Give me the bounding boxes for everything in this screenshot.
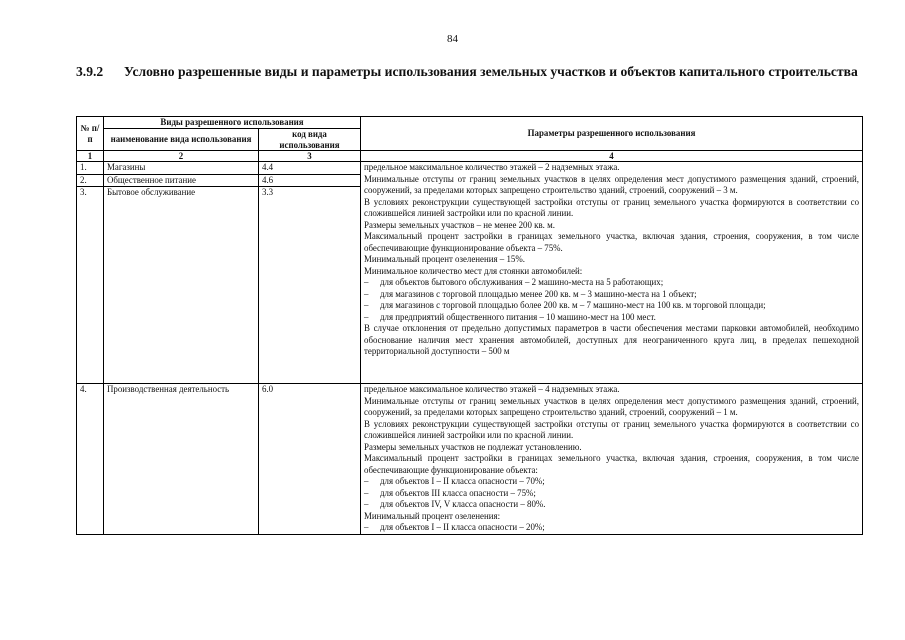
column-number: 2 — [104, 151, 259, 162]
param-list-item — [364, 289, 859, 301]
row-num: 3. — [77, 187, 104, 199]
column-number: 4 — [361, 151, 863, 162]
row-code: 3.3 — [259, 187, 361, 199]
param-list-item — [364, 300, 859, 312]
header-num: № п/п — [77, 117, 104, 151]
param-list-text: для объектов I – II класса опасности – 70%; — [380, 476, 545, 486]
header-name: наименование вида использования — [104, 129, 259, 151]
param-list-text: для объектов III класса опасности – 75%; — [380, 487, 536, 498]
row-name: Общественное питание — [104, 174, 259, 187]
header-params: Параметры разрешенного использования — [361, 117, 863, 151]
dash-bullet: – — [364, 300, 369, 310]
dash-bullet: – — [364, 311, 369, 322]
dash-bullet: – — [364, 499, 369, 509]
row-code: 4.6 — [259, 174, 361, 187]
dash-bullet: – — [364, 476, 369, 486]
section-heading — [76, 64, 866, 80]
row-name: Производственная деятельность — [104, 384, 259, 535]
empty-cell — [104, 199, 259, 384]
param-list-text: для предприятий общественного питания – 10 машино-мест на 100 мест. — [380, 311, 656, 322]
row-code: 6.0 — [259, 384, 361, 535]
dash-bullet: – — [364, 277, 369, 287]
param-paragraph: Минимальный процент озеленения: — [364, 510, 501, 521]
row-name: Бытовое обслуживание — [104, 187, 259, 199]
row-code: 4.4 — [259, 162, 361, 175]
param-list-text: для объектов I – II класса опасности – 20%; — [380, 522, 545, 532]
param-paragraph: предельное максимальное количество этажей – 2 надземных этажа. — [364, 162, 620, 172]
page-number: 84 — [447, 33, 458, 45]
dash-bullet: – — [364, 522, 369, 532]
param-list-text: для магазинов с торговой площадью менее 200 кв. м – 3 машино-места на 1 объект; — [380, 288, 697, 299]
param-paragraph: Размеры земельных участков – не менее 200 кв. м. — [364, 219, 555, 230]
param-paragraph: Минимальные отступы от границ земельных участков в целях определения мест допустимого размещения зданий, строений, сооружений, за пределами которых запрещено строительство зданий, строений, сооружений – 3 м. — [364, 173, 860, 195]
param-paragraph: Минимальные отступы от границ земельных участков в целях определения мест допустимого размещения зданий, строений, сооружений, за пределами которых запрещено строительство зданий, строений, сооружений – 1 м. — [364, 395, 860, 417]
column-number: 3 — [259, 151, 361, 162]
param-list-item — [364, 488, 859, 500]
param-list-item — [364, 476, 859, 488]
section-title: Условно разрешенные виды и параметры использования земельных участков и объектов капитального строительства — [124, 64, 858, 79]
row-num: 4. — [77, 384, 104, 535]
row-num: 2. — [77, 174, 104, 187]
dash-bullet: – — [364, 487, 369, 498]
param-paragraph: предельное максимальное количество этажей – 4 надземных этажа. — [364, 384, 620, 394]
empty-cell — [259, 199, 361, 384]
section-number: 3.9.2 — [76, 64, 104, 79]
row-name: Магазины — [104, 162, 259, 175]
param-list-text: для объектов бытового обслуживания – 2 машино-места на 5 работающих; — [380, 277, 664, 287]
param-paragraph: Минимальный процент озеленения – 15%. — [364, 254, 525, 264]
param-paragraph: В условиях реконструкции существующей застройки отступы от границ земельного участка формируются в соответствии со сложившейся линией застройки или по красной линии. — [364, 418, 860, 440]
param-paragraph: Размеры земельных участков не подлежат установлению. — [364, 441, 582, 452]
column-number: 1 — [77, 151, 104, 162]
param-list-item — [364, 522, 859, 534]
param-list-item — [364, 277, 859, 289]
land-use-table — [76, 116, 863, 535]
param-paragraph: Минимальное количество мест для стоянки автомобилей: — [364, 265, 583, 276]
params-cell — [361, 162, 863, 384]
param-list-text: для магазинов с торговой площадью более 200 кв. м – 7 машино-мест на 100 кв. м торговой площади; — [380, 300, 766, 310]
row-num: 1. — [77, 162, 104, 175]
dash-bullet: – — [364, 288, 369, 299]
param-list-item — [364, 312, 859, 324]
param-paragraph: В условиях реконструкции существующей застройки отступы от границ земельного участка формируются в соответствии со сложившейся линией застройки или по красной линии. — [364, 196, 860, 218]
param-paragraph: Максимальный процент застройки в границах земельного участка, включая здания, строения, сооружения, в том числе обеспечивающие функционирование объекта – 75%. — [364, 231, 860, 253]
header-code: код вида использования — [259, 129, 361, 151]
param-paragraph: Максимальный процент застройки в границах земельного участка, включая здания, строения, сооружения, в том числе обеспечивающие функционирование объекта: — [364, 453, 860, 475]
param-paragraph: В случае отклонения от предельно допустимых параметров в части обеспечения местами парковки автомобилей, необходимо обоснование наличия мест хранения автомобилей, доступных для неограниченного круга лиц, в пределах пешеходной территориальной доступности – 500 м — [364, 323, 860, 356]
param-list-text: для объектов IV, V класса опасности – 80%. — [380, 499, 546, 509]
param-list-item — [364, 499, 859, 511]
empty-cell — [77, 199, 104, 384]
header-types-group: Виды разрешенного использования — [104, 117, 361, 129]
params-cell — [361, 384, 863, 535]
